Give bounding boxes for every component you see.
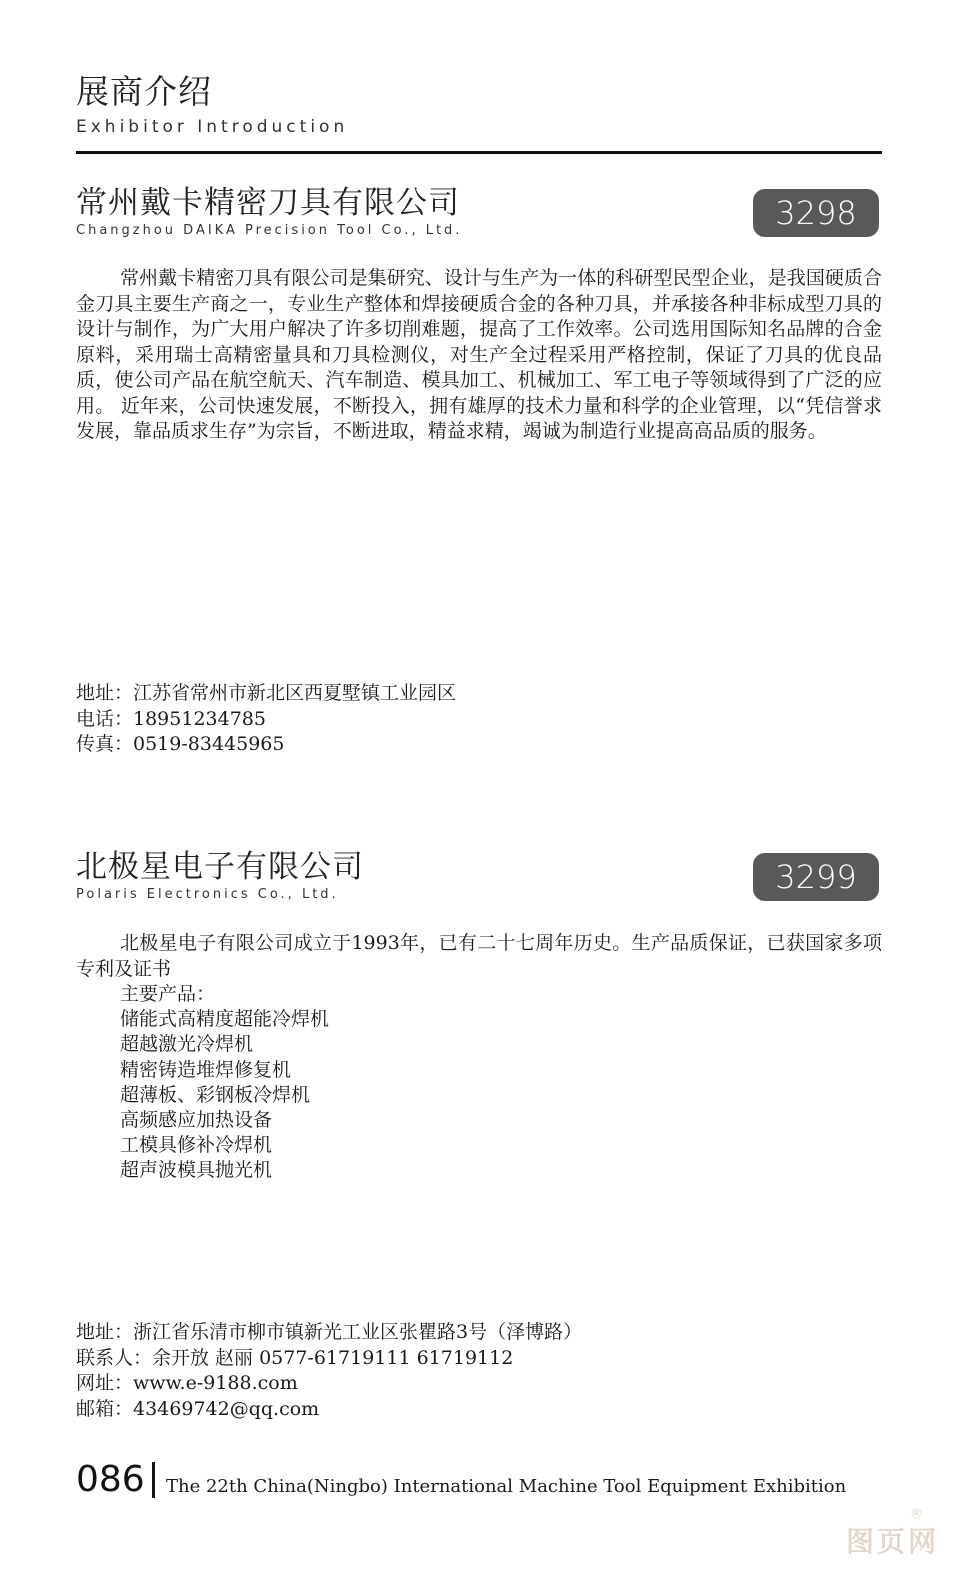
exhibitor-1-fax: 传真：0519-83445965 — [76, 733, 285, 755]
exhibitor-1-address: 地址：江苏省常州市新北区西夏墅镇工业园区 — [76, 682, 457, 704]
exhibitor-2-contacts — [76, 1320, 582, 1422]
product-item: 超薄板、彩钢板冷焊机 — [120, 1083, 311, 1106]
product-item: 超声波模具抛光机 — [120, 1159, 273, 1182]
product-item: 工模具修补冷焊机 — [120, 1134, 273, 1157]
product-item: 超越激光冷焊机 — [120, 1033, 254, 1056]
page-subtitle: Exhibitor Introduction — [76, 117, 349, 137]
page-title: 展商介绍 — [76, 72, 212, 111]
product-item: 高频感应加热设备 — [120, 1109, 273, 1132]
footer-divider — [152, 1462, 155, 1498]
exhibitor-2-description: 北极星电子有限公司成立于1993年，已有二十七周年历史。生产品质保证，已获国家多项专利及证书 — [76, 932, 882, 980]
exhibitor-2-booth-badge: 3299 — [753, 853, 879, 901]
exhibitor-2-products — [120, 982, 329, 1184]
exhibitor-2-name: 北极星电子有限公司 — [76, 849, 364, 885]
exhibitor-2-name-en: Polaris Electronics Co., Ltd. — [76, 887, 339, 902]
exhibitor-1-description: 常州戴卡精密刀具有限公司是集研究、设计与生产为一体的科研型民型企业，是我国硬质合金刀具主要生产商之一，专业生产整体和焊接硬质合金的各种刀具，并承接各种非标成型刀具的设计与制作，为广大用户解决了许多切削难题，提高了工作效率。公司选用国际知名品牌的合金原料，采用瑞士高精密量具和刀具检测仪，对生产全过程采用严格控制，保证了刀具的优良品质，使公司产品在航空航天、汽车制造、模具加工、机械加工、军工电子等领域得到了广泛的应用。 近年来，公司快速发展，不断投入，拥有雄厚的技术力量和科学的企业管理，以“凭信誉求发展，靠品质求生存”为宗旨，不断进取，精益求精，竭诚为制造行业提高高品质的服务。 — [76, 267, 882, 442]
watermark-logo: 图页网 — [846, 1525, 940, 1558]
exhibitor-2-contact-person: 联系人：余开放 赵丽 0577-61719111 61719112 — [76, 1346, 514, 1369]
exhibitor-2-website: 网址：www.e-9188.com — [76, 1372, 298, 1394]
exhibitor-2-address: 地址：浙江省乐清市柳市镇新光工业区张瞿路3号（泽博路） — [76, 1321, 583, 1343]
product-item: 储能式高精度超能冷焊机 — [120, 1008, 330, 1031]
product-item: 精密铸造堆焊修复机 — [120, 1058, 292, 1081]
exhibitor-1-name: 常州戴卡精密刀具有限公司 — [76, 185, 460, 221]
exhibitor-1-booth-badge: 3298 — [753, 189, 879, 237]
exhibition-title: The 22th China(Ningbo) International Machine Tool Equipment Exhibition — [166, 1476, 847, 1497]
products-label: 主要产品： — [120, 983, 216, 1005]
page-number: 086 — [76, 1459, 145, 1500]
exhibitor-1-name-en: Changzhou DAIKA Precision Tool Co., Ltd. — [76, 223, 463, 238]
registered-mark: ® — [910, 1507, 923, 1522]
exhibitor-1-phone: 电话：18951234785 — [76, 707, 266, 730]
header-divider — [76, 151, 882, 154]
exhibitor-1-contacts — [76, 681, 456, 758]
exhibitor-2-email: 邮箱：43469742@qq.com — [76, 1397, 320, 1420]
